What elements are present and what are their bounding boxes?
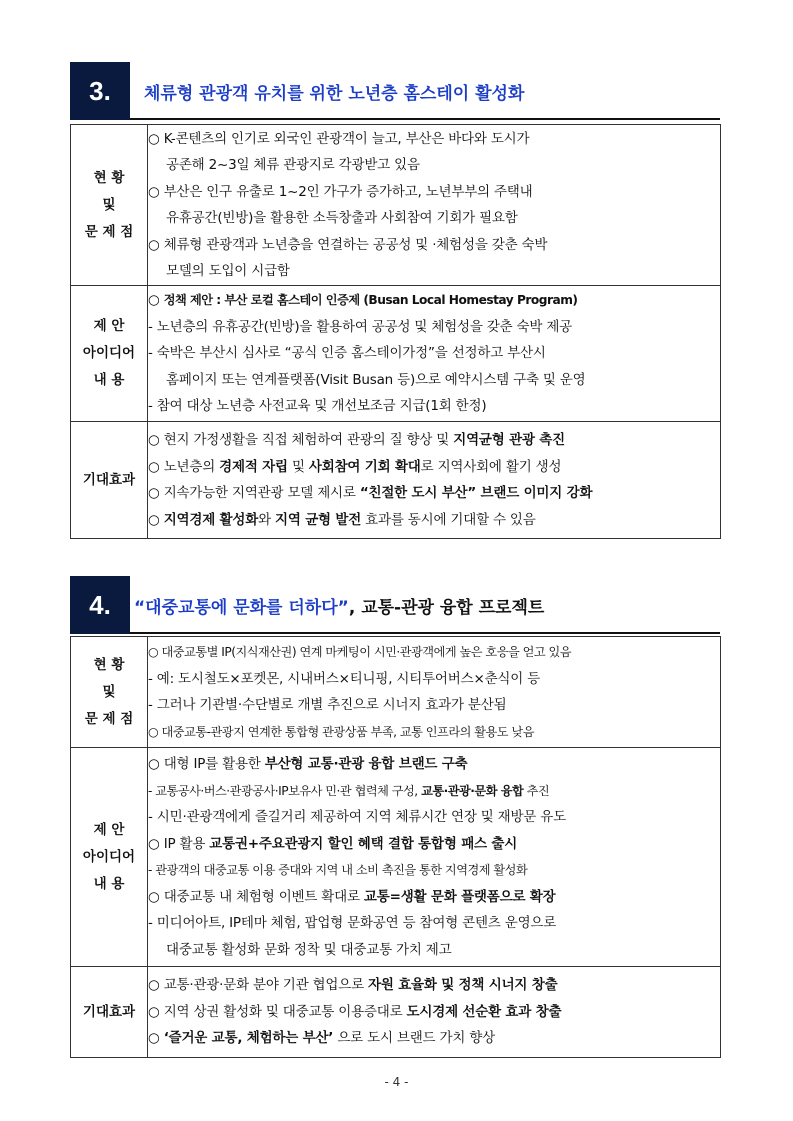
list-item: ○ 대중교통별 IP(지식재산권) 연계 마케팅이 시민·관광객에게 높은 호응을 얻고 있음	[148, 645, 572, 659]
list-item: 홈페이지 또는 연계플랫폼(Visit Busan 등)으로 예약시스템 구축 및 운영	[166, 371, 586, 388]
label-line: 기대효과	[82, 1003, 136, 1020]
table-row	[71, 637, 721, 748]
list-item: 유휴공간(빈방)을 활용한 소득창출과 사회참여 기회가 필요함	[166, 210, 518, 226]
label-line: 기대효과	[82, 471, 136, 488]
table-row	[71, 748, 721, 967]
section-4-table	[70, 636, 721, 1058]
row-label-status	[71, 125, 148, 286]
row-label-effect	[71, 967, 148, 1058]
row-label-status	[71, 637, 148, 748]
section-3-number: 3.	[70, 62, 130, 120]
label-line: 내 용	[93, 875, 125, 892]
label-line: 아이디어	[82, 345, 136, 361]
table-row	[71, 286, 721, 422]
list-item: 대중교통 활성화 문화 정착 및 대중교통 가치 제고	[166, 941, 452, 958]
list-item: ○ 체류형 관광객과 노년층을 연결하는 공공성 및 ·체험성을 갖춘 숙박	[148, 236, 548, 253]
row-label-proposal	[71, 286, 148, 422]
section-3-title	[144, 62, 524, 120]
list-item: ○ 정책 제안 : 부산 로컬 홈스테이 인증제 (Busan Local Homestay Program)	[148, 292, 578, 309]
page-number: - 4 -	[384, 1075, 409, 1089]
label-line: 제 안	[93, 318, 125, 334]
table-row	[71, 125, 721, 286]
list-item: 공존해 2~3일 체류 관광지로 각광받고 있음	[166, 157, 420, 173]
section-4-number: 4.	[70, 576, 130, 634]
list-item: 모델의 도입이 시급함	[166, 263, 290, 279]
row-label-effect	[71, 422, 148, 539]
list-item: ○ 대형 IP를 활용한 부산형 교통·관광 융합 브랜드 구축	[148, 756, 468, 772]
list-item: ○ 지역경제 활성화와 지역 균형 발전 효과를 동시에 기대할 수 있음	[148, 511, 536, 528]
label-line: 제 안	[93, 821, 125, 838]
list-item: ○ 대중교통 내 체험형 이벤트 확대로 교통=생활 문화 플랫폼으로 확장	[148, 888, 556, 905]
list-item: - 시민·관광객에게 즐길거리 제공하여 지역 체류시간 연장 및 재방문 유도	[148, 809, 566, 825]
table-row	[71, 967, 721, 1058]
row-content-status	[148, 637, 721, 748]
list-item: ○ 교통·관광·문화 분야 기관 협업으로 자원 효율화 및 정책 시너지 창출	[148, 977, 558, 994]
list-item: - 참여 대상 노년층 사전교육 및 개선보조금 지급(1회 한정)	[148, 398, 487, 415]
section-3-header	[70, 62, 720, 120]
row-content-proposal	[148, 286, 721, 422]
label-line: 현 황	[93, 656, 125, 673]
label-line: 문 제 점	[84, 223, 134, 240]
label-line: 및	[102, 196, 116, 213]
list-item: ○ 노년층의 경제적 자립 및 사회참여 기회 확대로 지역사회에 활기 생성	[148, 458, 562, 475]
list-item: ○ 현지 가정생활을 직접 체험하여 관광의 질 향상 및 지역균형 관광 촉진	[148, 432, 565, 448]
label-line: 문 제 점	[84, 710, 134, 727]
list-item: - 예: 도시철도×포켓몬, 시내버스×티니핑, 시티투어버스×춘식이 등	[148, 670, 541, 687]
list-item: - 그러나 기관별·수단별로 개별 추진으로 시너지 효과가 분산됨	[148, 697, 507, 713]
list-item: ○ IP 활용 교통권+주요관광지 할인 혜택 결합 통합형 패스 출시	[148, 835, 518, 852]
list-item: - 미디어아트, IP테마 체험, 팝업형 문화공연 등 참여형 콘텐츠 운영으로	[148, 915, 557, 931]
list-item: ○ K-콘텐츠의 인기로 외국인 관광객이 늘고, 부산은 바다와 도시가	[148, 130, 530, 147]
section-3-title-text: 체류형 관광객 유치를 위한 노년층 홈스테이 활성화	[144, 83, 525, 104]
list-item: - 교통공사·버스·관광공사·IP보유사 민·관 협력체 구성, 교통·관광·문화 융합 추진	[148, 783, 550, 798]
section-4-header	[70, 576, 720, 634]
row-content-effect	[148, 422, 721, 539]
list-item: ○ 부산은 인구 유출로 1~2인 가구가 증가하고, 노년부부의 주택내	[148, 183, 533, 200]
list-item: ○ ‘즐거운 교통, 체험하는 부산’ 으로 도시 브랜드 가치 향상	[148, 1030, 495, 1047]
section-4-title-rest: , 교통-관광 융합 프로젝트	[348, 597, 545, 618]
list-item: ○ 지역 상권 활성화 및 대중교통 이용증대로 도시경제 선순환 효과 창출	[148, 1003, 562, 1020]
list-item: ○ 대중교통-관광지 연계한 통합형 관광상품 부족, 교통 인프라의 활용도 낮음	[148, 724, 534, 739]
list-item: - 노년층의 유휴공간(빈방)을 활용하여 공공성 및 체험성을 갖춘 숙박 제공	[148, 318, 573, 335]
section-4-title	[134, 576, 544, 634]
row-content-proposal	[148, 748, 721, 967]
label-line: 및	[102, 683, 116, 700]
list-item: ○ 지속가능한 지역관광 모델 제시로 “친절한 도시 부산” 브랜드 이미지 강화	[148, 485, 593, 501]
list-item: - 숙박은 부산시 심사로 “공식 인증 홈스테이가정”을 선정하고 부산시	[148, 345, 546, 362]
row-content-status	[148, 125, 721, 286]
table-row	[71, 422, 721, 539]
section-3-table	[70, 124, 721, 539]
list-item: - 관광객의 대중교통 이용 증대와 지역 내 소비 촉진을 통한 지역경제 활성화	[148, 863, 528, 877]
section-4-title-quote: “대중교통에 문화를 더하다”	[134, 597, 349, 618]
section-3-rule	[130, 118, 720, 120]
section-4-rule	[130, 632, 720, 634]
row-label-proposal	[71, 748, 148, 967]
label-line: 내 용	[93, 372, 125, 388]
label-line: 현 황	[93, 169, 125, 186]
label-line: 아이디어	[82, 848, 136, 865]
row-content-effect	[148, 967, 721, 1058]
